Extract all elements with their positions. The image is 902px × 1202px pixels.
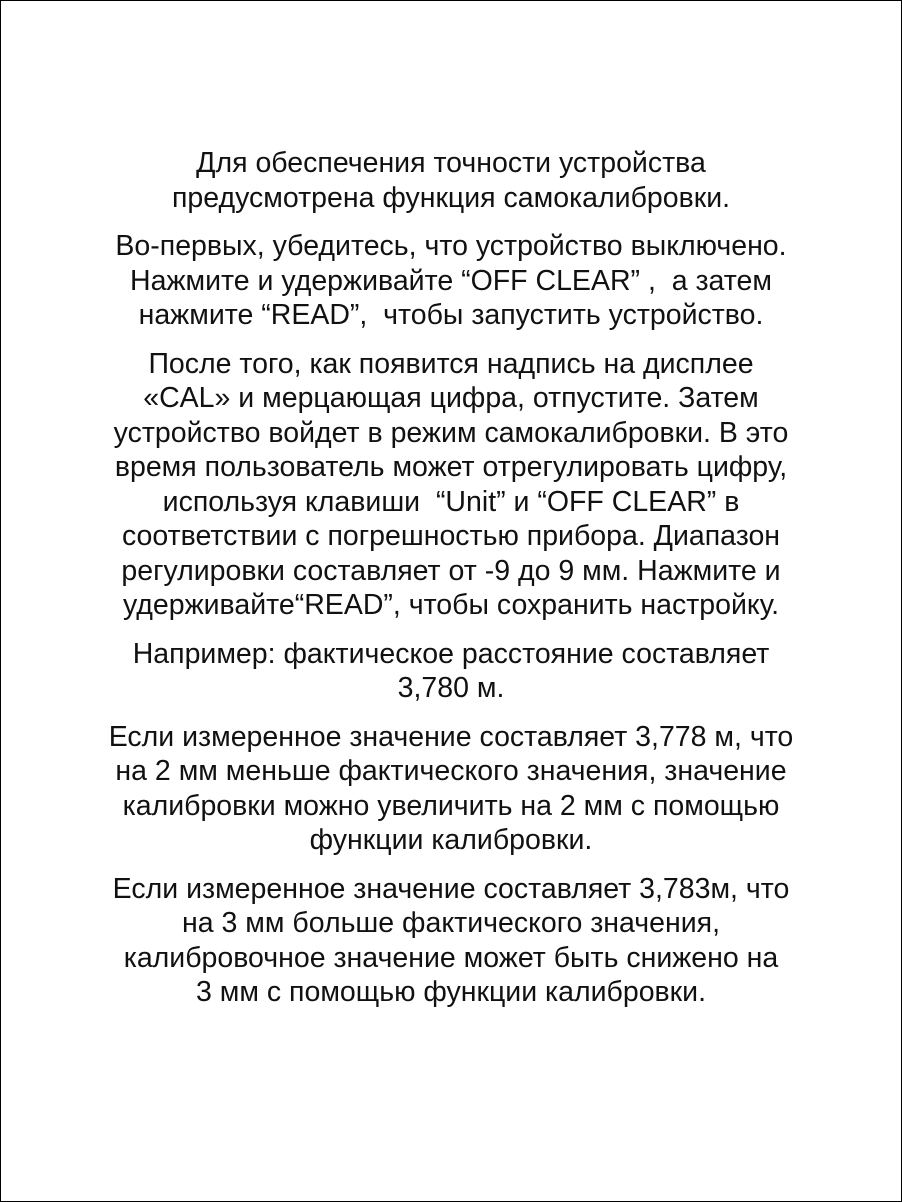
text-line: Нажмите и удерживайте “OFF CLEAR” , а затем xyxy=(130,264,772,297)
text-line: Для обеспечения точности устройства xyxy=(196,147,706,179)
text-line: предусмотрена функция самокалибровки. xyxy=(171,181,731,214)
text-line: калибровочное значение может быть снижено на xyxy=(123,941,779,974)
text-line: на 3 мм больше фактического значения, xyxy=(182,907,720,939)
text-line: регулировки составляет от -9 до 9 мм. Нажмите и xyxy=(121,554,781,587)
text-line: Если измеренное значение составляет 3,778 м, что xyxy=(108,720,794,753)
text-line: время пользователь может отрегулировать цифру, xyxy=(114,451,788,483)
text-line: калибровки можно увеличить на 2 мм с помощью xyxy=(122,789,780,822)
text-line: устройство войдет в режим самокалибровки. В это xyxy=(113,416,789,449)
text-line: После того, как появится надпись на дисплее xyxy=(148,347,754,380)
paragraph-decrease xyxy=(41,872,861,1010)
text-line: 3,780 м. xyxy=(397,672,505,704)
text-line: 3 мм с помощью функции калибровки. xyxy=(196,976,706,1008)
text-line: нажмите “READ”, чтобы запустить устройство. xyxy=(138,299,764,331)
text-line: удерживайте“READ”, чтобы сохранить настройку. xyxy=(122,589,780,621)
text-line: функции калибровки. xyxy=(309,824,593,856)
text-line: соответствии с погрешностью прибора. Диапазон xyxy=(121,520,781,552)
paragraph-calibration-mode xyxy=(41,347,861,623)
paragraph-intro xyxy=(41,146,861,215)
paragraph-example xyxy=(41,637,861,706)
paragraph-increase xyxy=(41,720,861,858)
text-line: используя клавиши “Unit” и “OFF CLEAR” в xyxy=(162,485,740,518)
text-line: на 2 мм меньше фактического значения, значение xyxy=(115,755,787,787)
paragraph-startup xyxy=(41,229,861,333)
document-body xyxy=(41,146,861,1024)
text-line: Во-первых, убедитесь, что устройство выключено. xyxy=(115,230,787,262)
text-line: «CAL» и мерцающая цифра, отпустите. Затем xyxy=(143,382,759,414)
text-line: Если измеренное значение составляет 3,783м, что xyxy=(112,872,790,905)
text-line: Например: фактическое расстояние составляет xyxy=(132,637,770,670)
